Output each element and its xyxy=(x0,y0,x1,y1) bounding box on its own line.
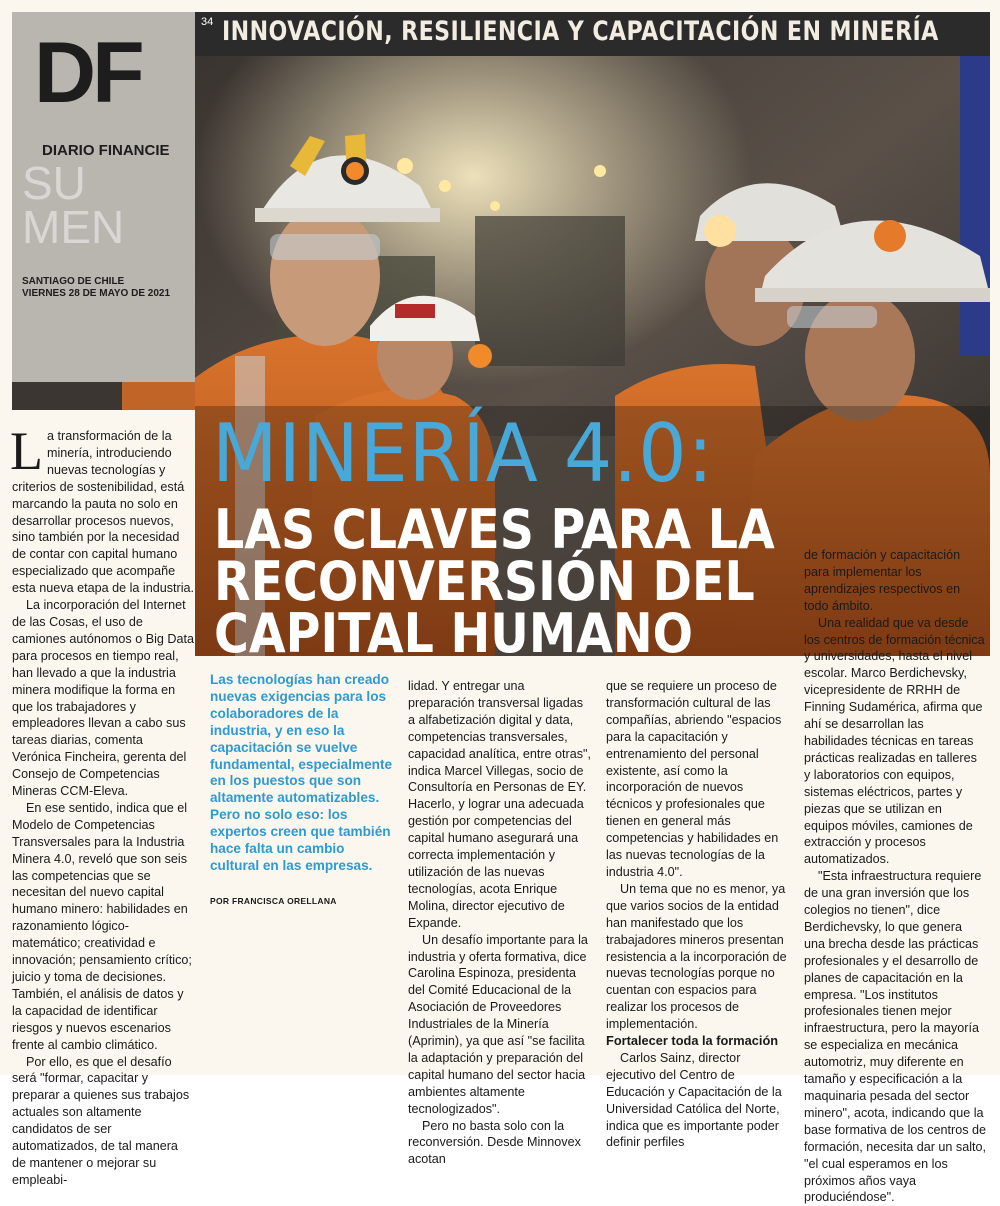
paragraph: Carlos Sainz, director ejecutivo del Centro de Educación y Capacitación de la Universidad Católica del Norte, indica que es importante poder definir perfiles xyxy=(606,1050,782,1150)
watermark-line2: MEN xyxy=(22,200,125,253)
article-lede: Las tecnologías han creado nuevas exigencias para los colaboradores de la industria, y en eso la capacitación se vuelve fundamental, especialmente en los puestos que son altamente automatizables. Pero no solo eso: los expertos creen que también hace falta un cambio cultural en las empresas. xyxy=(210,672,393,873)
article-column-3 xyxy=(408,678,592,1168)
headline-primary: MINERÍA 4.0: xyxy=(212,407,715,500)
headline-secondary xyxy=(214,498,775,665)
drop-cap: L xyxy=(10,421,43,481)
photo-strip xyxy=(12,382,195,410)
dateline-city: SANTIAGO DE CHILE xyxy=(22,276,125,287)
headline-line-4: CAPITAL HUMANO xyxy=(214,602,694,665)
paragraph: de formación y capacitación para implementar los aprendizajes respectivos en todo ámbito. xyxy=(804,548,961,613)
byline: POR FRANCISCA ORELLANA xyxy=(210,896,337,906)
headline-line-2: LAS CLAVES PARA LA xyxy=(214,498,775,561)
publication-name-part2: FINANCIE xyxy=(98,142,170,159)
dateline-date: VIERNES 28 DE MAYO DE 2021 xyxy=(22,288,171,299)
headline-line-3: RECONVERSIÓN DEL xyxy=(214,550,755,613)
article-column-4 xyxy=(606,678,788,1151)
paragraph xyxy=(10,421,195,597)
section-subhead: Fortalecer toda la formación xyxy=(606,1033,779,1049)
paragraph-text: a transformación de la minería, introduciendo nuevas tecnologías y criterios de sostenibilidad, está marcando la pauta no solo en desarrollar procesos nuevos, sino también por la necesidad de contar con capital humano especializado que acompañe esta nueva etapa de la industria. xyxy=(12,429,195,596)
df-logo: DF xyxy=(34,25,141,121)
page-number: 34 xyxy=(201,16,214,28)
paragraph: Una realidad que va desde los centros de formación técnica y universidades, hasta el nivel escolar. Marco Berdichevsky, vicepresidente de RRHH de Finning Sudamérica, afirma que ahí se desarrollan las habilidades técnicas en tareas prácticas realizadas en talleres y laboratorios con equipos, sistemas eléctricos, partes y piezas que se utilizan en equipos móviles, camiones de extracción y procesos automatizados. xyxy=(804,615,985,867)
publication-name-part1: DIARIO xyxy=(42,142,99,159)
paragraph: Un tema que no es menor, ya que varios socios de la entidad han manifestado que los trabajadores mineros presentan resistencia a la incorporación de nuevas tecnologías porque no cuentan con espacios para realizar los procesos de implementación. xyxy=(606,881,787,1032)
paragraph: En ese sentido, indica que el Modelo de Competencias Transversales para la Industria Minera 4.0, reveló que son seis las competencias que se necesitan del nuevo capital humano minero: habilidades en razonamiento lógico-matemático; creatividad e innovación; pensamiento crítico; juicio y toma de decisiones. También, el análisis de datos y la capacidad de identificar riesgos y nuevos escenarios frente al cambio climático. xyxy=(12,800,192,1052)
paragraph: Un desafío importante para la industria y oferta formativa, dice Carolina Espinoza, presidenta del Comité Educacional de la Asociación de Proveedores Industriales de la Minería (Aprimin), ya que así "se facilita la adaptación y preparación del capital humano del sector hacia ambientes altamente tecnologizados". xyxy=(408,932,588,1116)
article-column-5 xyxy=(804,547,986,1206)
paragraph: Por ello, es que el desafío será "formar, capacitar y preparar a quienes sus trabajos actuales son altamente candidatos de ser automatizados, de tal manera de mantener o mejorar su empleabi- xyxy=(12,1054,190,1187)
paragraph: lidad. Y entregar una preparación transversal ligadas a alfabetización digital y data, competencias transversales, capacidad analítica, entre otras", indica Marcel Villegas, socio de Consultoría en Personas de EY. Hacerlo, y lograr una adecuada gestión por competencias del capital humano asegurará una correcta implementación y utilización de las nuevas tecnologías, acota Enrique Molina, director ejecutivo de Expande. xyxy=(408,679,591,930)
paragraph: La incorporación del Internet de las Cosas, el uso de camiones autónomos o Big Data para procesos en tiempo real, han llevado a que la industria minera modifique la forma en que los trabajadores y empleadores llevan a cabo sus tareas diarias, comenta Verónica Fincheira, gerenta del Consejo de Competencias Mineras CCM-Eleva. xyxy=(12,598,195,799)
section-title: INNOVACIÓN, RESILIENCIA Y CAPACITACIÓN EN MINERÍA xyxy=(222,16,939,47)
logo-panel xyxy=(12,12,195,382)
paragraph: "Esta infraestructura requiere de una gran inversión que los colegios no tienen", dice Berdichevsky, lo que genera una brecha desde las prácticas profesionales y el desarrollo de planes de capacitación en la empresa. "Los institutos profesionales tienen mejor infraestructura, pero la mayoría se especializa en mecánica automotriz, muy diferente en tamaño y especificación a la maquinaria pesada del sector minero", acota, indicando que la base formativa de los centros de formación, necesita dar un salto, "el cual esperamos en los próximos años vaya produciéndose". xyxy=(804,869,987,1205)
paragraph: Pero no basta solo con la reconversión. Desde Minnovex acotan xyxy=(408,1118,581,1167)
supplement-watermark xyxy=(22,157,125,253)
watermark-line1: SU xyxy=(22,157,86,209)
paragraph: que se requiere un proceso de transformación cultural de las compañías, abriendo "espacios para la capacitación y entrenamiento del personal existente, así como la incorporación de nuevos técnicos y profesionales que tienen en general más competencias y habilidades en las nuevas tecnologías de la industria 4.0". xyxy=(606,679,782,879)
